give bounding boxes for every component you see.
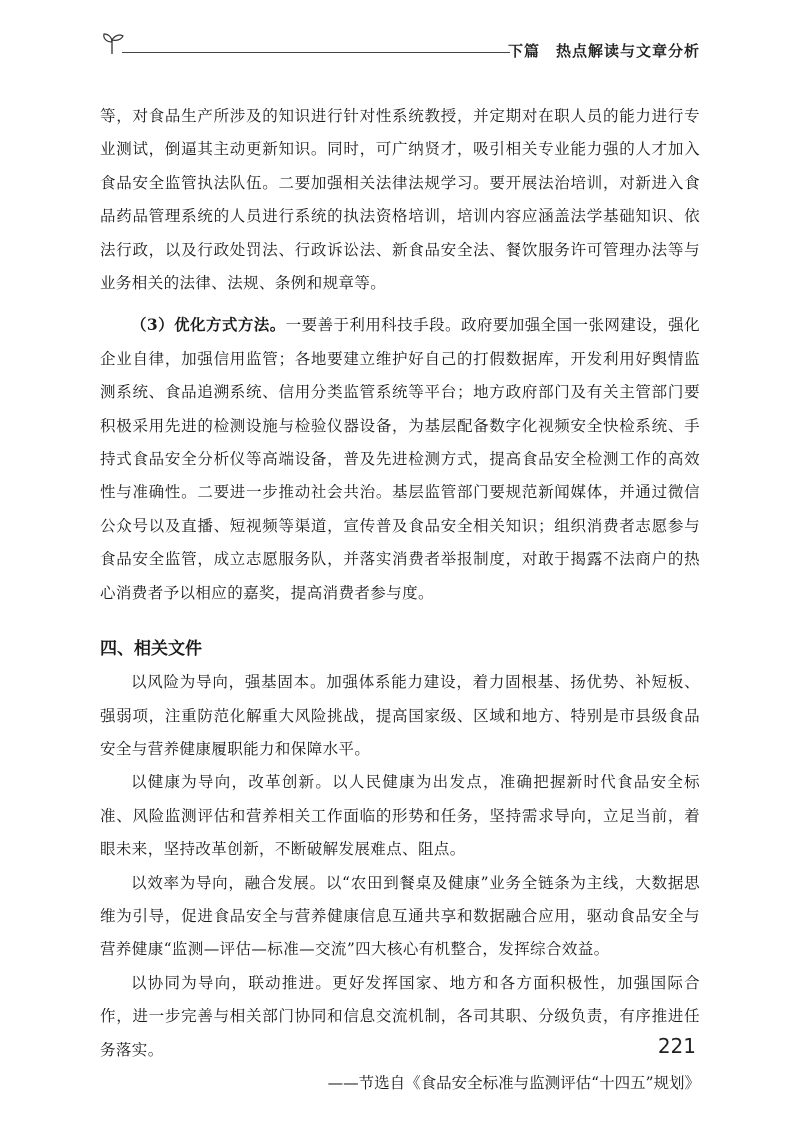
policy-item: 以风险为导向，强基固本。加强体系能力建设，着力固根基、扬优势、补短板、强弱项，注重防范化解重大风险挑战，提高国家级、区域和地方、特别是市县级食品安全与营养健康履职能力和保障水平。 <box>100 673 700 758</box>
paragraph-body: 一要善于利用科技手段。政府要加强全国一张网建设，强化企业自律，加强信用监管；各地要建立维护好自己的打假数据库，开发利用好舆情监测系统、食品追溯系统、信用分类监管系统等平台；地方政府部门及有关主管部门要积极采用先进的检测设施与检验仪器设备，为基层配备数字化视频安全快检系统、手持式食品安全分析仪等高端设备，普及先进检测方式，提高食品安全检测工作的高效性与准确性。二要进一步推动社会共治。基层监管部门要规范新闻媒体，并通过微信公众号以及直播、短视频等渠道，宣传普及食品安全相关知识；组织消费者志愿参与食品安全监管，成立志愿服务队，并落实消费者举报制度，对敢于揭露不法商户的热心消费者予以相应的嘉奖，提高消费者参与度。 <box>100 316 700 602</box>
running-head: 下篇 热点解读与文章分析 <box>507 42 700 60</box>
page-body <box>100 100 700 1100</box>
section-title: 四、相关文件 <box>100 639 202 660</box>
page-header <box>100 30 700 66</box>
header-rule <box>122 52 510 53</box>
page-number: 221 <box>657 1034 696 1058</box>
paragraph-lead: （3）优化方式方法。 <box>131 315 286 335</box>
policy-item: 以效率为导向，融合发展。以“农田到餐桌及健康”业务全链条为主线，大数据思维为引导，促进食品安全与营养健康信息互通共享和数据融合应用，驱动食品安全与营养健康“监测—评估—标准—交流”四大核心有机整合，发挥综合效益。 <box>100 873 700 959</box>
policy-item: 以健康为导向，改革创新。以人民健康为出发点，准确把握新时代食品安全标准、风险监测评估和营养相关工作面临的形势和任务，坚持需求导向，立足当前，着眼未来，坚持改革创新，不断破解发展难点、阻点。 <box>100 773 700 859</box>
paragraph-continuation: 等，对食品生产所涉及的知识进行针对性系统教授，并定期对在职人员的能力进行专业测试，倒逼其主动更新知识。同时，可广纳贤才，吸引相关专业能力强的人才加入食品安全监管执法队伍。二要加强相关法律法规学习。要开展法治培训，对新进入食品药品管理系统的人员进行系统的执法资格培训，培训内容应涵盖法学基础知识、依法行政，以及行政处罚法、行政诉讼法、新食品安全法、餐饮服务许可管理办法等与业务相关的法律、法规、条例和规章等。 <box>100 107 700 293</box>
source-citation: ——节选自《食品安全标准与监测评估“十四五”规划》 <box>327 1073 700 1092</box>
paragraph-optimize-methods <box>100 308 700 610</box>
policy-item: 以协同为导向，联动推进。更好发挥国家、地方和各方面积极性，加强国际合作，进一步完善与相关部门协同和信息交流机制，各司其职、分级负责，有序推进任务落实。 <box>100 973 700 1059</box>
